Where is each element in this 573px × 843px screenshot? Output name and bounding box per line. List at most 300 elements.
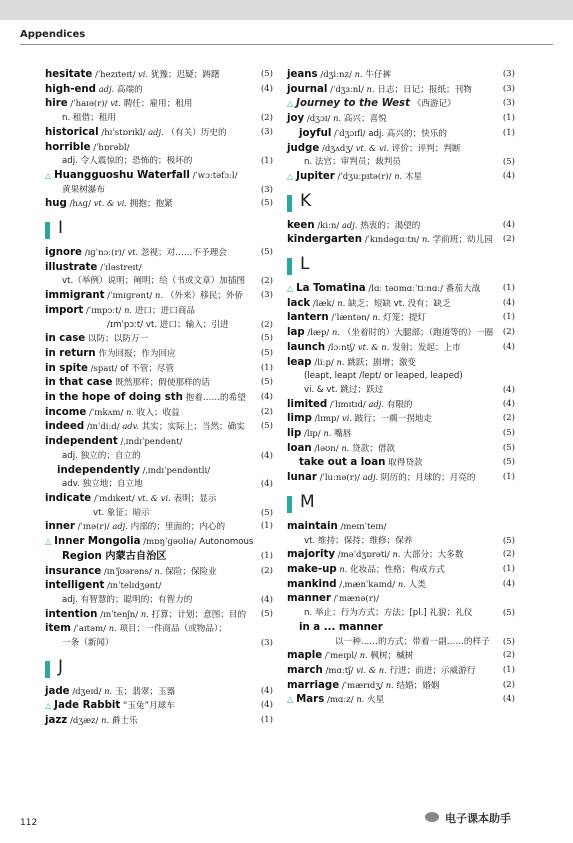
headword: march	[287, 664, 323, 676]
phonetic: /ˌɪndɪˈpendənt/	[120, 437, 183, 448]
dictionary-entry	[45, 97, 273, 112]
dictionary-entry	[287, 170, 515, 185]
right-column	[287, 68, 515, 708]
headword: inner	[45, 521, 75, 533]
unit-number: (3)	[260, 290, 273, 301]
headword: in the hope of doing sth	[45, 392, 183, 404]
headword: La Tomatina	[296, 283, 366, 295]
m-entries	[287, 520, 515, 708]
part-of-speech: n.	[366, 83, 375, 94]
phonetic: /hʌɡ/	[69, 199, 91, 210]
headword: Inner Mongolia	[54, 536, 141, 548]
headword: journal	[287, 83, 328, 95]
definition: Autonomous	[199, 537, 254, 548]
dictionary-entry	[45, 246, 273, 261]
phonetic: /ˈɪnə(r)/	[77, 522, 110, 533]
unit-number: (5)	[260, 69, 273, 79]
unit-number: (2)	[260, 319, 273, 330]
unit-number: (1)	[260, 362, 273, 373]
definition: 木星	[404, 171, 423, 182]
triangle-icon: △	[45, 537, 52, 547]
dictionary-entry	[287, 607, 515, 621]
unit-number: (4)	[260, 479, 273, 490]
definition: 打算；计划；意图；目的	[151, 609, 247, 620]
part-of-speech: vt. & vi.	[93, 198, 128, 209]
part-of-speech: vi.	[342, 413, 353, 424]
continuation: 一条（新闻）	[62, 638, 114, 649]
dictionary-entry	[45, 289, 273, 304]
dictionary-entry	[45, 332, 273, 347]
continuation: adj. 独立的；自立的	[62, 450, 141, 461]
part-of-speech: n.	[394, 170, 403, 181]
section-letter: L	[300, 254, 310, 275]
headword: Huangguoshu Waterfall	[54, 169, 190, 181]
headword: Jade Rabbit	[54, 700, 121, 712]
section-letter: I	[58, 218, 64, 239]
unit-number: (5)	[502, 457, 515, 468]
dictionary-entry	[287, 370, 515, 384]
phonetic: /kiːn/	[317, 220, 340, 231]
part-of-speech: adj.	[112, 521, 128, 532]
unit-number: (5)	[260, 377, 273, 388]
dictionary-entry	[287, 456, 515, 471]
unit-number: (5)	[502, 442, 515, 453]
j-entries	[45, 685, 273, 729]
unit-number: (5)	[502, 535, 515, 546]
unit-number: (4)	[502, 297, 515, 308]
dictionary-entry	[45, 492, 273, 507]
part-of-speech: adj.	[362, 472, 379, 483]
phonetic: /ɪnˈtenʃn/	[100, 609, 139, 620]
dictionary-entry	[45, 261, 273, 276]
definition: 发射；发起；上市	[391, 342, 461, 353]
unit-number: (1)	[260, 521, 273, 532]
definition: 表明；显示	[173, 493, 217, 504]
dictionary-entry	[45, 579, 273, 594]
section-bar	[287, 496, 292, 513]
headword: in return	[45, 347, 96, 359]
phonetic: /ˈɪmpɔːt/	[86, 305, 122, 316]
triangle-icon: △	[45, 170, 52, 180]
headword: marriage	[287, 679, 340, 691]
part-of-speech: vt.	[110, 98, 121, 109]
part-of-speech: n.	[372, 312, 381, 323]
part-of-speech: n.	[359, 650, 368, 661]
definition: 热衷的；渴望的	[360, 220, 421, 231]
unit-number: (2)	[260, 113, 273, 124]
unit-number: (2)	[502, 679, 515, 690]
definition: （外来）移民；外侨	[165, 291, 244, 302]
definition: 进口；进口商品	[134, 305, 195, 316]
part-of-speech: vt. & vi.	[137, 492, 171, 503]
dictionary-entry	[45, 622, 273, 637]
dictionary-entry	[45, 362, 273, 377]
phonetic: /dʒæz/	[69, 716, 99, 727]
phonetic: /ˈkɪndəɡɑːtn/	[364, 235, 420, 246]
headword: leap	[287, 356, 312, 368]
continuation: 黄果树瀑布	[62, 184, 105, 195]
phonetic: /ˈlæntən/	[331, 313, 370, 324]
section-i	[45, 212, 273, 246]
unit-number: (4)	[502, 341, 515, 352]
definition: （有关）历史的	[166, 127, 227, 138]
dictionary-entry	[287, 233, 515, 248]
continuation: vt.（举例）说明；阐明；给（书或文章）加插图	[62, 276, 246, 287]
dictionary-entry	[287, 356, 515, 371]
section-letter: J	[58, 656, 64, 677]
section-bar	[45, 222, 50, 239]
dictionary-entry	[287, 83, 515, 98]
wechat-icon	[425, 812, 439, 822]
phonetic: /ˈmærɪdʒ/	[341, 680, 383, 691]
headword: high-end	[45, 83, 96, 95]
unit-number: (5)	[502, 608, 515, 619]
dictionary-entry	[45, 319, 273, 333]
headword: joy	[287, 113, 305, 125]
unit-number: (1)	[502, 113, 515, 124]
part-of-speech: adj.	[341, 219, 358, 230]
headword: hug	[45, 198, 67, 210]
dictionary-entry	[45, 565, 273, 580]
continuation: 以一种……的方式；带着一副……的样子	[335, 636, 490, 647]
unit-number: (4)	[502, 398, 515, 409]
dictionary-entry	[45, 68, 273, 83]
unit-number: (1)	[502, 312, 515, 323]
unit-number: (2)	[502, 650, 515, 661]
definition: 以防；以防万一	[87, 334, 149, 345]
phonetic: /lɪp/	[304, 429, 321, 440]
headword: indeed	[45, 421, 85, 433]
unit-number: (1)	[502, 472, 515, 483]
definition: 结婚；婚姻	[396, 680, 440, 691]
unit-number: (5)	[260, 198, 273, 209]
definition: 爵士乐	[111, 716, 138, 727]
headword: in spite	[45, 362, 88, 374]
continuation: vt. 维持；保持；维修；保养	[304, 535, 413, 546]
dictionary-entry	[287, 471, 515, 486]
dictionary-entry	[287, 621, 515, 636]
headword: in that case	[45, 377, 113, 389]
part-of-speech: adv.	[122, 421, 139, 432]
section-j	[45, 651, 273, 685]
definition: 学前班；幼儿园	[432, 235, 493, 246]
definition: “玉兔”月球车	[122, 701, 175, 712]
dictionary-entry	[45, 450, 273, 464]
dictionary-entry	[287, 297, 515, 312]
dictionary-entry	[287, 412, 515, 427]
l-entries	[287, 282, 515, 486]
headword: lantern	[287, 312, 329, 324]
subentry-word: joyful	[299, 127, 332, 139]
watermark-text: 电子课本助手	[445, 812, 511, 825]
part-of-speech: vt. & vi.	[355, 142, 390, 153]
unit-number: (2)	[502, 234, 515, 245]
i-entries	[45, 246, 273, 651]
unit-number: (4)	[502, 694, 515, 705]
phonetic: /ˈɪndɪkeɪt/	[93, 493, 135, 504]
triangle-icon: △	[287, 695, 294, 705]
definition: adj. 高兴的；快乐的	[368, 128, 447, 139]
unit-number: (1)	[502, 664, 515, 675]
section-letter: M	[300, 491, 315, 512]
headword: jeans	[287, 69, 318, 80]
headword: lip	[287, 428, 302, 440]
unit-number: (1)	[502, 127, 515, 138]
dictionary-entry	[45, 550, 273, 565]
phonetic: /ˈhɒrəbl/	[93, 142, 130, 153]
dictionary-entry	[45, 347, 273, 362]
unit-number: (4)	[502, 219, 515, 230]
unit-number: (2)	[502, 549, 515, 560]
headword: Mars	[296, 694, 325, 706]
dictionary-entry	[287, 326, 515, 341]
headword: independent	[45, 436, 118, 448]
headword: hire	[45, 98, 68, 110]
dictionary-entry	[45, 275, 273, 289]
dictionary-entry	[45, 478, 273, 492]
continuation: /ɪmˈpɔːt/ vt. 进口；输入；引进	[107, 319, 229, 330]
unit-number: (4)	[260, 700, 273, 711]
unit-number: (5)	[260, 333, 273, 344]
headword: limp	[287, 413, 312, 425]
unit-number: (4)	[260, 392, 273, 403]
dictionary-entry	[287, 68, 515, 83]
phonetic: /lɪmp/	[314, 414, 340, 425]
phonetic: /ˈdʒɜːnl/	[330, 84, 364, 95]
dictionary-entry	[45, 197, 273, 212]
unit-number: (3)	[502, 83, 515, 94]
definition: 行进；前进；示威游行	[389, 665, 476, 676]
phonetic: /læp/	[307, 328, 330, 339]
unit-number: (1)	[502, 283, 515, 294]
dictionary-entry	[287, 520, 515, 535]
section-l	[287, 248, 515, 282]
phonetic: /ˈwɔːtəfɔːl/	[192, 170, 238, 181]
definition: 嘴唇	[334, 429, 352, 440]
continuation: adj. 令人震惊的；恐怖的；极坏的	[62, 156, 193, 167]
unit-number: (2)	[260, 276, 273, 287]
definition: 忽视；对……不予理会	[140, 248, 227, 259]
part-of-speech: adj.	[148, 126, 164, 137]
section-bar	[45, 661, 50, 678]
headword: hesitate	[45, 69, 93, 80]
j-entries-continued	[287, 68, 515, 185]
headword: lack	[287, 297, 311, 309]
part-of-speech: adj.	[368, 398, 384, 409]
headword: horrible	[45, 141, 91, 153]
definition: 阴历的；月球的；月亮的	[380, 473, 476, 484]
part-of-speech: n.	[392, 549, 401, 560]
headword: indicate	[45, 492, 92, 504]
header-rule	[20, 44, 553, 45]
headword: in case	[45, 333, 86, 345]
part-of-speech: n.	[154, 565, 163, 576]
phonetic: /ˈɪləstreɪt/	[100, 262, 142, 273]
part-of-speech: n.	[397, 578, 406, 589]
unit-number: (5)	[260, 247, 273, 258]
phonetic: /mɑːz/	[327, 695, 354, 706]
headword: keen	[287, 219, 315, 231]
dictionary-entry	[287, 219, 515, 234]
phonetic: /ˈmænə(r)/	[333, 594, 379, 605]
headword: maintain	[287, 520, 338, 532]
dictionary-entry	[287, 693, 515, 708]
headword: item	[45, 623, 71, 635]
unit-number: (1)	[260, 156, 273, 167]
definition: 拥抱；抱紧	[129, 199, 173, 210]
part-of-speech: n.	[385, 679, 394, 690]
headword: intention	[45, 608, 98, 620]
dictionary-entry	[287, 341, 515, 356]
section-k	[287, 185, 515, 219]
headword: mankind	[287, 578, 337, 590]
unit-number: (3)	[260, 184, 273, 195]
part-of-speech: n.	[337, 297, 346, 308]
phonetic: /ɪnˈdiːd/	[86, 422, 120, 433]
subentry-word: take out a loan	[299, 457, 386, 469]
phonetic: /hɪˈstɒrɪkl/	[101, 127, 146, 138]
dictionary-entry	[287, 156, 515, 170]
headword: historical	[45, 126, 99, 138]
dictionary-entry	[287, 427, 515, 442]
unit-number: (5)	[260, 347, 273, 358]
h-entries	[45, 68, 273, 212]
unit-number: (5)	[502, 157, 515, 168]
definition: 跳跃；剧增；激变	[347, 357, 417, 368]
dictionary-entry	[45, 184, 273, 198]
dictionary-entry	[287, 384, 515, 398]
part-of-speech: n.	[140, 608, 149, 619]
definition: 日志；日记；报纸；刊物	[377, 84, 472, 95]
definition: 《西游记》	[412, 99, 456, 110]
continuation: n. 举止；行为方式；方法；[pl.] 礼貌；礼仪	[304, 608, 473, 619]
part-of-speech: vt.	[127, 247, 139, 258]
unit-number: (3)	[502, 98, 515, 109]
dictionary-entry	[45, 435, 273, 450]
part-of-speech: n.	[108, 623, 117, 634]
part-of-speech: n.	[323, 428, 332, 439]
phonetic: /ˌɪndɪˈpendəntli/	[142, 465, 211, 476]
part-of-speech: n.	[104, 685, 113, 696]
dictionary-entry	[287, 563, 515, 578]
phonetic: /ˈluːnə(r)/	[319, 473, 360, 484]
phonetic: /lɔːntʃ/	[327, 342, 356, 353]
dictionary-entry	[287, 282, 515, 297]
definition: 番茄大战	[445, 284, 481, 295]
dictionary-entry	[287, 142, 515, 157]
headword: intelligent	[45, 580, 105, 592]
unit-number: (4)	[502, 170, 515, 181]
headword: jade	[45, 685, 70, 697]
headword: ignore	[45, 247, 82, 259]
headword: limited	[287, 398, 328, 410]
definition: 贷款；借款	[352, 443, 396, 454]
part-of-speech: n.	[339, 563, 348, 574]
phonetic: /ˌmænˈkaɪnd/	[339, 579, 396, 590]
definition: 牛仔裤	[365, 70, 392, 80]
subentry-word: in a ... manner	[299, 621, 383, 633]
phonetic: /mɑːtʃ/	[325, 665, 354, 676]
unit-number: (2)	[502, 327, 515, 338]
definition: 保险；保险业	[165, 566, 217, 577]
part-of-speech: vt. & n.	[357, 341, 390, 352]
dictionary-entry	[45, 391, 273, 406]
dictionary-entry	[45, 507, 273, 521]
headword: illustrate	[45, 261, 98, 273]
unit-number: (3)	[502, 69, 515, 79]
definition: 灯笼；提灯	[383, 313, 427, 324]
dictionary-entry	[287, 592, 515, 607]
k-entries	[287, 219, 515, 248]
page-number: 112	[20, 818, 38, 828]
definition: 跛行；一瘸一拐地走	[354, 414, 433, 425]
triangle-icon: △	[45, 701, 52, 711]
continuation: n. 法官；审判员；裁判员	[304, 157, 401, 168]
phonetic: /meɪnˈteɪn/	[340, 521, 387, 532]
phonetic: /læk/	[312, 298, 335, 309]
dictionary-entry	[45, 126, 273, 141]
definition: 收入；收益	[136, 407, 180, 418]
headword: make-up	[287, 563, 337, 575]
unit-number: (3)	[260, 126, 273, 137]
dictionary-entry	[287, 548, 515, 563]
definition: （坐着时的）大腿部；（跑道等的）一圈	[342, 328, 494, 339]
part-of-speech: n.	[336, 356, 345, 367]
phonetic: /ˈhaɪə(r)/	[70, 99, 108, 110]
dictionary-entry	[287, 442, 515, 457]
part-of-speech: vi. & n.	[356, 664, 387, 675]
phonetic: /ɪnˈtelɪdʒənt/	[107, 581, 162, 592]
dictionary-entry	[45, 155, 273, 169]
unit-number: (4)	[260, 83, 273, 94]
dictionary-entry	[287, 398, 515, 413]
headword: lunar	[287, 472, 317, 484]
phonetic: /mɒŋˈɡəʊliə/	[143, 537, 197, 548]
definition: 犹豫；迟疑；踌躇	[150, 70, 220, 80]
phonetic: /ˈmeɪpl/	[324, 651, 357, 662]
phonetic: /məˈdʒɒrəti/	[337, 550, 390, 561]
part-of-speech: n.	[333, 113, 342, 124]
unit-number: (1)	[260, 550, 273, 561]
unit-number: (5)	[260, 608, 273, 619]
headword: import	[45, 304, 84, 316]
unit-number: (5)	[260, 507, 273, 518]
definition: 其实；实际上；当然；确实	[141, 422, 245, 433]
phonetic: /ˈɪmɪɡrənt/	[107, 291, 153, 302]
headword: jazz	[45, 715, 68, 727]
phonetic: /dʒeɪd/	[72, 686, 102, 697]
dictionary-entry	[45, 594, 273, 608]
triangle-icon: △	[287, 99, 294, 109]
phonetic: /ˈhezɪteɪt/	[94, 70, 136, 80]
headword: immigrant	[45, 290, 105, 302]
headword: kindergarten	[287, 234, 362, 246]
phonetic: /ˈdʒuːpɪtə(r)/	[337, 171, 392, 182]
dictionary-entry	[45, 699, 273, 714]
dictionary-entry	[287, 679, 515, 694]
phonetic: /ˈaɪtəm/	[73, 624, 106, 635]
top-bar	[0, 0, 573, 20]
continuation: adv. 独立地；自立地	[62, 479, 143, 490]
unit-number: (4)	[502, 578, 515, 589]
unit-number: (4)	[502, 384, 515, 395]
section-header: Appendices	[20, 29, 86, 40]
part-of-speech: n.	[126, 406, 135, 417]
continuation: vt. 象征；暗示	[93, 507, 150, 518]
unit-number: (5)	[502, 428, 515, 439]
headword: loan	[287, 442, 312, 454]
unit-number: (5)	[502, 636, 515, 647]
